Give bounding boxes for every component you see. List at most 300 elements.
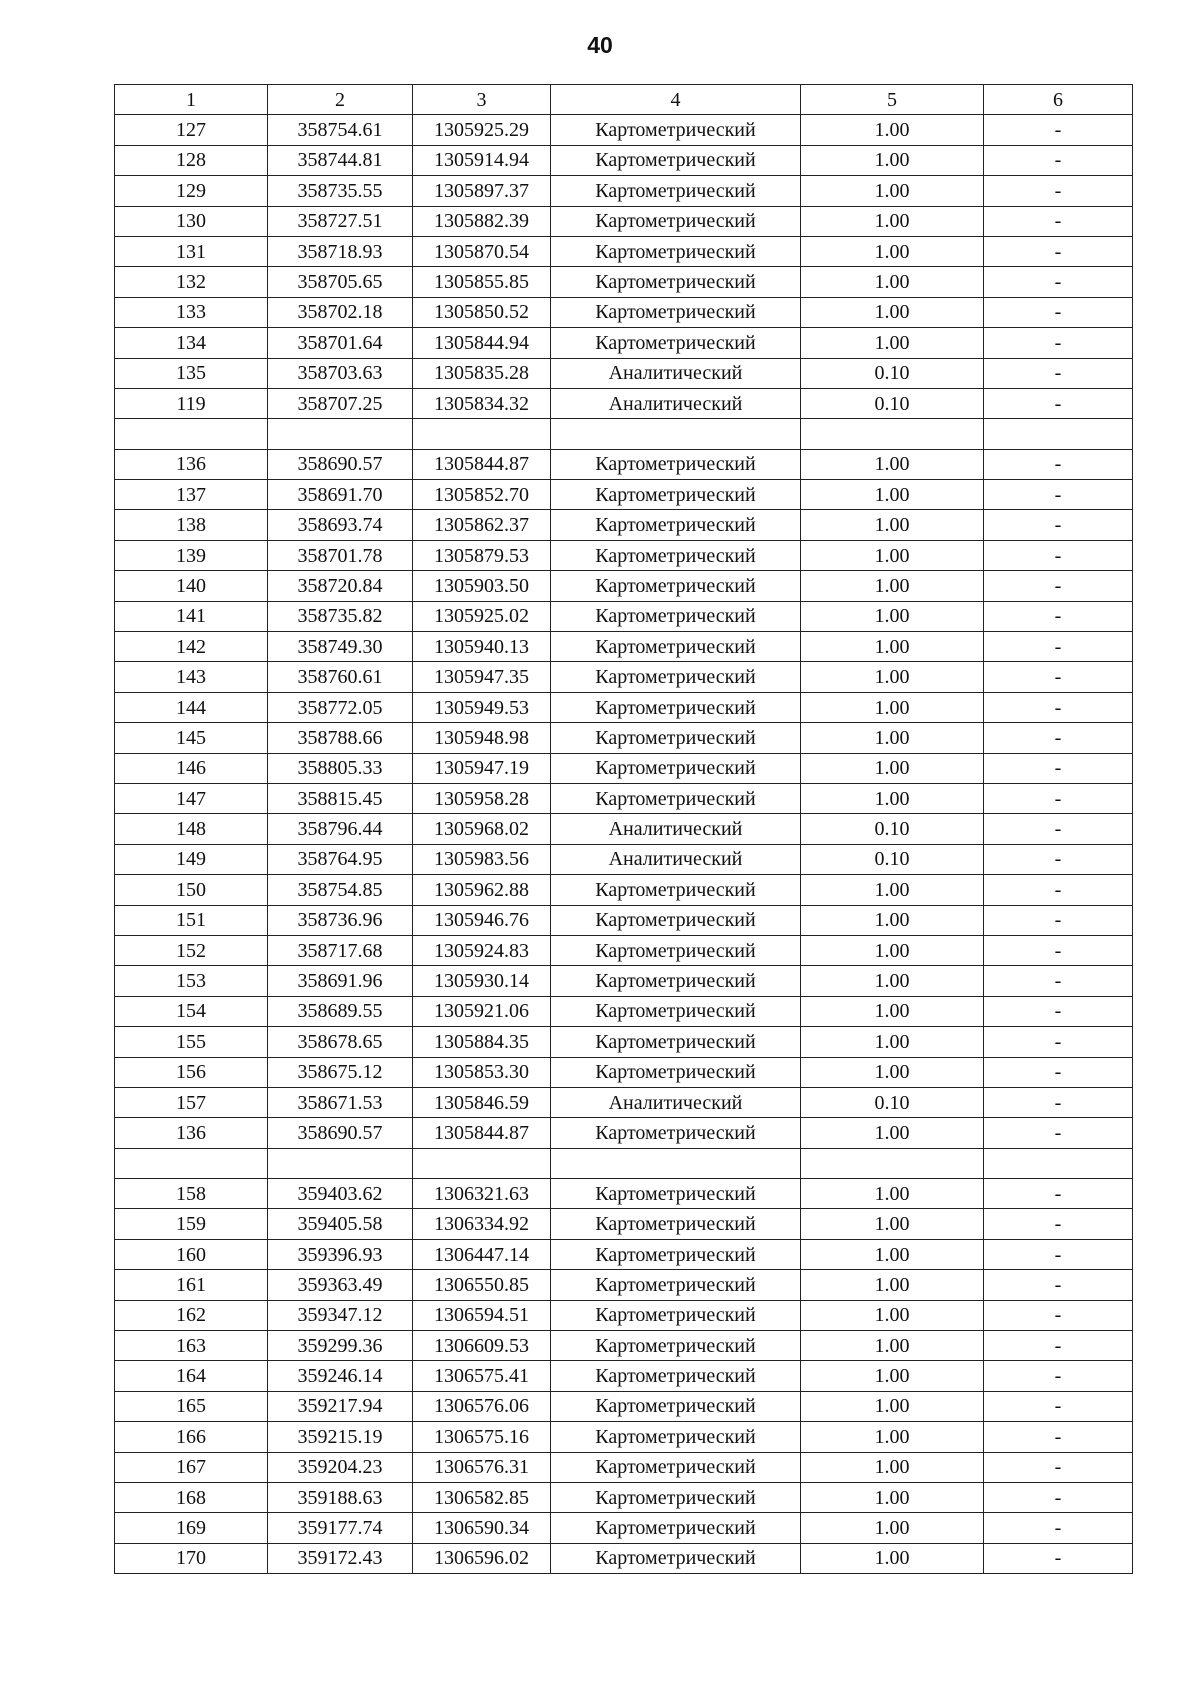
cell-method: Картометрический <box>551 1057 801 1087</box>
cell-point-number: 156 <box>115 1057 268 1087</box>
cell-note: - <box>984 236 1133 266</box>
cell-point-number: 136 <box>115 1118 268 1148</box>
cell-note: - <box>984 115 1133 145</box>
cell-point-number: 127 <box>115 115 268 145</box>
cell-point-number: 157 <box>115 1087 268 1117</box>
cell-coord-y: 1305924.83 <box>413 935 551 965</box>
cell-method: Аналитический <box>551 358 801 388</box>
cell-accuracy: 1.00 <box>801 1270 984 1300</box>
cell-point-number: 142 <box>115 632 268 662</box>
cell-point-number: 162 <box>115 1300 268 1330</box>
header-row <box>115 85 1133 115</box>
cell-coord-x: 358720.84 <box>268 571 413 601</box>
table-row <box>115 419 1133 449</box>
cell-coord-y: 1306575.41 <box>413 1361 551 1391</box>
cell-method: Картометрический <box>551 1270 801 1300</box>
cell-method: Картометрический <box>551 145 801 175</box>
cell-method: Картометрический <box>551 662 801 692</box>
table-row <box>115 388 1133 418</box>
cell-coord-y: 1305844.87 <box>413 449 551 479</box>
cell-coord-x <box>268 419 413 449</box>
cell-coord-y: 1306334.92 <box>413 1209 551 1239</box>
cell-coord-x: 358744.81 <box>268 145 413 175</box>
cell-point-number: 154 <box>115 996 268 1026</box>
cell-coord-y: 1305921.06 <box>413 996 551 1026</box>
cell-point-number: 145 <box>115 723 268 753</box>
cell-coord-y: 1305844.87 <box>413 1118 551 1148</box>
cell-note: - <box>984 935 1133 965</box>
cell-accuracy: 0.10 <box>801 1087 984 1117</box>
cell-method: Картометрический <box>551 1300 801 1330</box>
cell-method: Аналитический <box>551 844 801 874</box>
cell-coord-x: 358675.12 <box>268 1057 413 1087</box>
cell-coord-x: 358702.18 <box>268 297 413 327</box>
table-row <box>115 1209 1133 1239</box>
cell-coord-x: 359396.93 <box>268 1239 413 1269</box>
cell-method: Картометрический <box>551 1482 801 1512</box>
cell-coord-x: 359299.36 <box>268 1331 413 1361</box>
cell-note: - <box>984 206 1133 236</box>
cell-method: Картометрический <box>551 510 801 540</box>
cell-accuracy: 1.00 <box>801 1543 984 1573</box>
cell-note: - <box>984 1482 1133 1512</box>
cell-coord-y: 1305835.28 <box>413 358 551 388</box>
cell-note: - <box>984 844 1133 874</box>
cell-point-number: 129 <box>115 176 268 206</box>
cell-method: Картометрический <box>551 1239 801 1269</box>
cell-point-number: 138 <box>115 510 268 540</box>
cell-point-number: 151 <box>115 905 268 935</box>
cell-coord-y: 1306590.34 <box>413 1513 551 1543</box>
cell-note: - <box>984 297 1133 327</box>
cell-accuracy: 1.00 <box>801 1179 984 1209</box>
cell-coord-x: 359172.43 <box>268 1543 413 1573</box>
cell-coord-y: 1305958.28 <box>413 783 551 813</box>
cell-coord-y: 1306576.06 <box>413 1391 551 1421</box>
cell-note: - <box>984 540 1133 570</box>
cell-note: - <box>984 176 1133 206</box>
cell-note: - <box>984 480 1133 510</box>
cell-note: - <box>984 1543 1133 1573</box>
cell-note: - <box>984 632 1133 662</box>
cell-note <box>984 419 1133 449</box>
cell-coord-x: 358760.61 <box>268 662 413 692</box>
cell-coord-y: 1305962.88 <box>413 875 551 905</box>
cell-point-number: 166 <box>115 1422 268 1452</box>
table-row <box>115 145 1133 175</box>
cell-note: - <box>984 449 1133 479</box>
cell-coord-y <box>413 419 551 449</box>
table-row <box>115 358 1133 388</box>
cell-method: Картометрический <box>551 723 801 753</box>
cell-accuracy: 1.00 <box>801 662 984 692</box>
table-row <box>115 540 1133 570</box>
table-row <box>115 844 1133 874</box>
cell-coord-x: 358796.44 <box>268 814 413 844</box>
table-row <box>115 601 1133 631</box>
cell-method: Картометрический <box>551 328 801 358</box>
table-row <box>115 1148 1133 1178</box>
cell-point-number <box>115 1148 268 1178</box>
cell-method: Картометрический <box>551 753 801 783</box>
cell-point-number: 158 <box>115 1179 268 1209</box>
cell-point-number: 135 <box>115 358 268 388</box>
cell-accuracy: 1.00 <box>801 1209 984 1239</box>
cell-coord-x: 359204.23 <box>268 1452 413 1482</box>
cell-point-number: 165 <box>115 1391 268 1421</box>
cell-accuracy: 1.00 <box>801 1391 984 1421</box>
cell-method: Картометрический <box>551 571 801 601</box>
cell-coord-y: 1305882.39 <box>413 206 551 236</box>
cell-note: - <box>984 905 1133 935</box>
cell-coord-x: 359403.62 <box>268 1179 413 1209</box>
cell-method: Картометрический <box>551 1209 801 1239</box>
cell-coord-y: 1305884.35 <box>413 1027 551 1057</box>
cell-method: Аналитический <box>551 388 801 418</box>
cell-point-number: 136 <box>115 449 268 479</box>
cell-accuracy: 1.00 <box>801 510 984 540</box>
cell-point-number: 143 <box>115 662 268 692</box>
cell-coord-y: 1306576.31 <box>413 1452 551 1482</box>
cell-coord-x: 358707.25 <box>268 388 413 418</box>
table-row <box>115 935 1133 965</box>
cell-coord-y: 1306596.02 <box>413 1543 551 1573</box>
table-row <box>115 1361 1133 1391</box>
cell-coord-x: 358815.45 <box>268 783 413 813</box>
cell-note: - <box>984 601 1133 631</box>
cell-coord-y: 1305855.85 <box>413 267 551 297</box>
cell-method: Картометрический <box>551 1391 801 1421</box>
cell-coord-y: 1305940.13 <box>413 632 551 662</box>
cell-coord-y: 1305947.19 <box>413 753 551 783</box>
cell-point-number: 128 <box>115 145 268 175</box>
cell-accuracy: 1.00 <box>801 540 984 570</box>
cell-coord-x: 358735.55 <box>268 176 413 206</box>
cell-coord-x: 358772.05 <box>268 692 413 722</box>
table-row <box>115 783 1133 813</box>
cell-note: - <box>984 1118 1133 1148</box>
cell-coord-x: 359188.63 <box>268 1482 413 1512</box>
cell-note: - <box>984 814 1133 844</box>
cell-point-number: 155 <box>115 1027 268 1057</box>
table-row <box>115 1057 1133 1087</box>
table-row <box>115 814 1133 844</box>
cell-accuracy: 1.00 <box>801 966 984 996</box>
cell-note: - <box>984 1361 1133 1391</box>
cell-point-number: 159 <box>115 1209 268 1239</box>
cell-accuracy: 1.00 <box>801 480 984 510</box>
cell-point-number: 131 <box>115 236 268 266</box>
table-row <box>115 1239 1133 1269</box>
cell-accuracy: 1.00 <box>801 1239 984 1269</box>
cell-accuracy: 1.00 <box>801 935 984 965</box>
table-row <box>115 1087 1133 1117</box>
table-row <box>115 753 1133 783</box>
table-row <box>115 297 1133 327</box>
table-row <box>115 1027 1133 1057</box>
cell-coord-y: 1306575.16 <box>413 1422 551 1452</box>
cell-note: - <box>984 145 1133 175</box>
table-row <box>115 1179 1133 1209</box>
cell-point-number: 168 <box>115 1482 268 1512</box>
cell-accuracy: 1.00 <box>801 1422 984 1452</box>
cell-coord-y: 1306321.63 <box>413 1179 551 1209</box>
cell-point-number: 140 <box>115 571 268 601</box>
table-row <box>115 996 1133 1026</box>
cell-coord-y: 1305930.14 <box>413 966 551 996</box>
table-row <box>115 1422 1133 1452</box>
header-col-4: 4 <box>551 85 801 115</box>
cell-note: - <box>984 996 1133 1026</box>
cell-note: - <box>984 328 1133 358</box>
cell-accuracy: 0.10 <box>801 814 984 844</box>
cell-note: - <box>984 1300 1133 1330</box>
page-number: 40 <box>587 32 613 58</box>
cell-coord-x: 358749.30 <box>268 632 413 662</box>
cell-accuracy: 1.00 <box>801 753 984 783</box>
cell-point-number <box>115 419 268 449</box>
cell-accuracy: 1.00 <box>801 297 984 327</box>
cell-accuracy: 1.00 <box>801 601 984 631</box>
table-row <box>115 1300 1133 1330</box>
cell-accuracy: 0.10 <box>801 388 984 418</box>
cell-method: Картометрический <box>551 935 801 965</box>
cell-coord-y: 1305968.02 <box>413 814 551 844</box>
cell-coord-x: 359246.14 <box>268 1361 413 1391</box>
cell-accuracy: 1.00 <box>801 206 984 236</box>
cell-method: Аналитический <box>551 1087 801 1117</box>
table-row <box>115 875 1133 905</box>
cell-method: Картометрический <box>551 449 801 479</box>
header-col-1: 1 <box>115 85 268 115</box>
cell-method: Картометрический <box>551 875 801 905</box>
cell-coord-x: 358718.93 <box>268 236 413 266</box>
cell-coord-x: 359363.49 <box>268 1270 413 1300</box>
cell-method: Картометрический <box>551 632 801 662</box>
cell-accuracy: 1.00 <box>801 1361 984 1391</box>
cell-method: Картометрический <box>551 1543 801 1573</box>
cell-note: - <box>984 571 1133 601</box>
cell-point-number: 148 <box>115 814 268 844</box>
cell-coord-y: 1305870.54 <box>413 236 551 266</box>
cell-coord-x: 358788.66 <box>268 723 413 753</box>
cell-method: Картометрический <box>551 1513 801 1543</box>
cell-note: - <box>984 783 1133 813</box>
table-row <box>115 632 1133 662</box>
table-row <box>115 206 1133 236</box>
cell-note: - <box>984 1452 1133 1482</box>
cell-coord-y: 1305946.76 <box>413 905 551 935</box>
cell-point-number: 130 <box>115 206 268 236</box>
cell-point-number: 141 <box>115 601 268 631</box>
cell-coord-x: 359177.74 <box>268 1513 413 1543</box>
cell-note: - <box>984 723 1133 753</box>
cell-note: - <box>984 1027 1133 1057</box>
cell-coord-x: 358701.64 <box>268 328 413 358</box>
cell-accuracy: 1.00 <box>801 449 984 479</box>
cell-coord-y: 1305947.35 <box>413 662 551 692</box>
table-row <box>115 1331 1133 1361</box>
cell-method <box>551 419 801 449</box>
cell-coord-x: 358735.82 <box>268 601 413 631</box>
cell-coord-x: 358678.65 <box>268 1027 413 1057</box>
cell-method: Аналитический <box>551 814 801 844</box>
cell-accuracy: 1.00 <box>801 115 984 145</box>
cell-method: Картометрический <box>551 1452 801 1482</box>
cell-method: Картометрический <box>551 1361 801 1391</box>
cell-coord-x <box>268 1148 413 1178</box>
cell-note: - <box>984 1270 1133 1300</box>
cell-coord-y: 1305897.37 <box>413 176 551 206</box>
cell-method: Картометрический <box>551 966 801 996</box>
cell-accuracy: 1.00 <box>801 1452 984 1482</box>
cell-note <box>984 1148 1133 1178</box>
cell-accuracy: 0.10 <box>801 844 984 874</box>
cell-coord-y: 1306594.51 <box>413 1300 551 1330</box>
cell-coord-x: 358701.78 <box>268 540 413 570</box>
cell-accuracy: 1.00 <box>801 905 984 935</box>
cell-coord-x: 358691.96 <box>268 966 413 996</box>
cell-coord-y: 1305948.98 <box>413 723 551 753</box>
cell-coord-x: 358805.33 <box>268 753 413 783</box>
cell-coord-y: 1305925.02 <box>413 601 551 631</box>
cell-coord-y: 1305983.56 <box>413 844 551 874</box>
table-row <box>115 328 1133 358</box>
cell-coord-x: 358754.85 <box>268 875 413 905</box>
cell-coord-y: 1305852.70 <box>413 480 551 510</box>
cell-coord-y: 1305834.32 <box>413 388 551 418</box>
cell-method: Картометрический <box>551 1179 801 1209</box>
cell-note: - <box>984 966 1133 996</box>
cell-coord-y: 1305949.53 <box>413 692 551 722</box>
cell-accuracy: 1.00 <box>801 996 984 1026</box>
cell-accuracy: 1.00 <box>801 692 984 722</box>
cell-note: - <box>984 692 1133 722</box>
cell-method: Картометрический <box>551 1118 801 1148</box>
cell-point-number: 160 <box>115 1239 268 1269</box>
cell-coord-y: 1306582.85 <box>413 1482 551 1512</box>
table-row <box>115 480 1133 510</box>
coordinates-table <box>114 84 1133 1574</box>
table-row <box>115 692 1133 722</box>
cell-point-number: 153 <box>115 966 268 996</box>
cell-coord-x: 359347.12 <box>268 1300 413 1330</box>
cell-coord-x: 358727.51 <box>268 206 413 236</box>
cell-coord-x: 358671.53 <box>268 1087 413 1117</box>
cell-method: Картометрический <box>551 1331 801 1361</box>
cell-note: - <box>984 1087 1133 1117</box>
cell-method <box>551 1148 801 1178</box>
table-row <box>115 1482 1133 1512</box>
cell-accuracy: 1.00 <box>801 1300 984 1330</box>
cell-point-number: 132 <box>115 267 268 297</box>
table-row <box>115 1391 1133 1421</box>
table-row <box>115 176 1133 206</box>
cell-note: - <box>984 1513 1133 1543</box>
cell-coord-x: 359405.58 <box>268 1209 413 1239</box>
cell-coord-y: 1306609.53 <box>413 1331 551 1361</box>
table-row <box>115 1270 1133 1300</box>
cell-note: - <box>984 1331 1133 1361</box>
cell-method: Картометрический <box>551 540 801 570</box>
cell-point-number: 144 <box>115 692 268 722</box>
cell-note: - <box>984 753 1133 783</box>
cell-accuracy: 1.00 <box>801 176 984 206</box>
cell-method: Картометрический <box>551 115 801 145</box>
table-row <box>115 723 1133 753</box>
cell-coord-x: 358690.57 <box>268 449 413 479</box>
cell-accuracy: 1.00 <box>801 632 984 662</box>
cell-accuracy: 1.00 <box>801 875 984 905</box>
cell-method: Картометрический <box>551 297 801 327</box>
cell-method: Картометрический <box>551 1027 801 1057</box>
cell-accuracy: 1.00 <box>801 1027 984 1057</box>
cell-point-number: 152 <box>115 935 268 965</box>
cell-accuracy <box>801 419 984 449</box>
cell-note: - <box>984 1057 1133 1087</box>
cell-note: - <box>984 358 1133 388</box>
cell-accuracy: 1.00 <box>801 1331 984 1361</box>
cell-coord-x: 359215.19 <box>268 1422 413 1452</box>
header-col-2: 2 <box>268 85 413 115</box>
cell-note: - <box>984 1209 1133 1239</box>
cell-coord-x: 358736.96 <box>268 905 413 935</box>
cell-accuracy: 1.00 <box>801 783 984 813</box>
table-row <box>115 1543 1133 1573</box>
cell-point-number: 146 <box>115 753 268 783</box>
cell-method: Картометрический <box>551 206 801 236</box>
cell-accuracy: 0.10 <box>801 358 984 388</box>
cell-point-number: 169 <box>115 1513 268 1543</box>
cell-point-number: 139 <box>115 540 268 570</box>
cell-coord-y <box>413 1148 551 1178</box>
cell-accuracy: 1.00 <box>801 1482 984 1512</box>
cell-method: Картометрический <box>551 905 801 935</box>
cell-coord-x: 358705.65 <box>268 267 413 297</box>
table-row <box>115 267 1133 297</box>
cell-coord-y: 1306447.14 <box>413 1239 551 1269</box>
table-row <box>115 1452 1133 1482</box>
cell-method: Картометрический <box>551 267 801 297</box>
cell-point-number: 161 <box>115 1270 268 1300</box>
cell-note: - <box>984 1391 1133 1421</box>
cell-coord-y: 1305862.37 <box>413 510 551 540</box>
cell-note: - <box>984 662 1133 692</box>
header-col-3: 3 <box>413 85 551 115</box>
cell-coord-x: 358691.70 <box>268 480 413 510</box>
cell-note: - <box>984 510 1133 540</box>
cell-accuracy <box>801 1148 984 1178</box>
table-row <box>115 1513 1133 1543</box>
cell-method: Картометрический <box>551 480 801 510</box>
cell-accuracy: 1.00 <box>801 236 984 266</box>
cell-note: - <box>984 388 1133 418</box>
cell-coord-y: 1305879.53 <box>413 540 551 570</box>
cell-coord-x: 358764.95 <box>268 844 413 874</box>
cell-point-number: 163 <box>115 1331 268 1361</box>
cell-note: - <box>984 1422 1133 1452</box>
cell-accuracy: 1.00 <box>801 1513 984 1543</box>
cell-method: Картометрический <box>551 176 801 206</box>
cell-accuracy: 1.00 <box>801 267 984 297</box>
cell-method: Картометрический <box>551 692 801 722</box>
table-row <box>115 510 1133 540</box>
cell-coord-x: 358689.55 <box>268 996 413 1026</box>
cell-accuracy: 1.00 <box>801 723 984 753</box>
cell-accuracy: 1.00 <box>801 1118 984 1148</box>
cell-point-number: 134 <box>115 328 268 358</box>
table-row <box>115 236 1133 266</box>
